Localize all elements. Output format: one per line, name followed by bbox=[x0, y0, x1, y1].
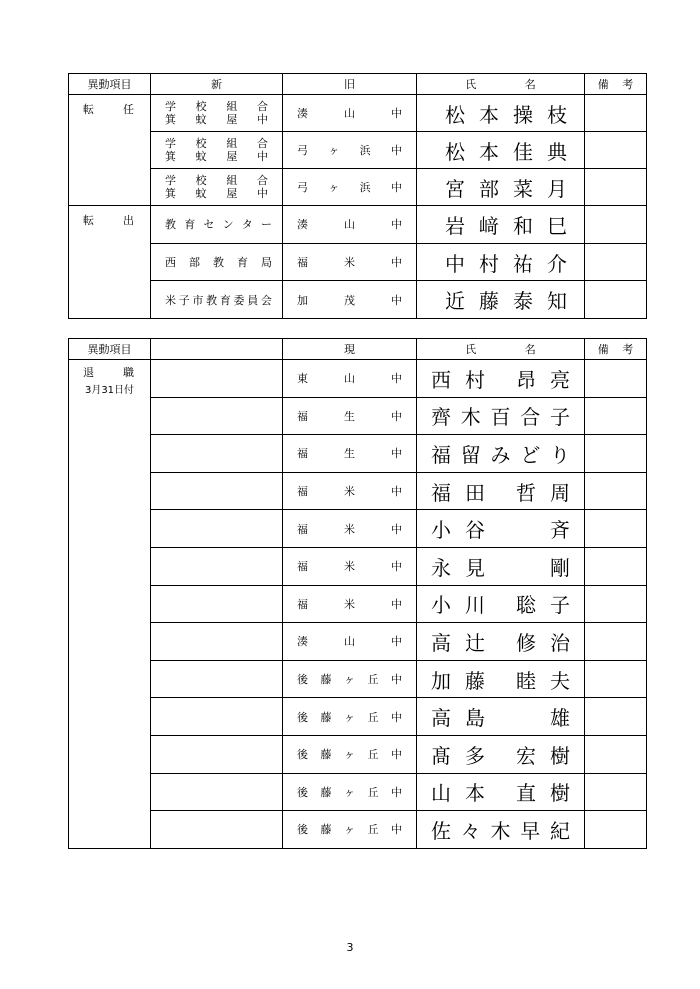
new-post-cell: 学 校 組 合 箕 蚊 屋 中 bbox=[151, 132, 283, 169]
table-row bbox=[69, 132, 647, 169]
remarks-cell bbox=[585, 623, 647, 661]
old-post-cell: 加 茂 中 bbox=[283, 281, 417, 319]
remarks-cell bbox=[585, 811, 647, 849]
column-header: 備 考 bbox=[585, 74, 647, 95]
blank-cell bbox=[151, 360, 283, 398]
blank-cell bbox=[151, 510, 283, 548]
name-cell: 佐 々 木 早 紀 bbox=[417, 811, 585, 849]
transfer-table bbox=[68, 73, 647, 319]
header-row bbox=[69, 339, 647, 360]
table-row bbox=[69, 773, 647, 811]
name-cell: 小 谷 斉 bbox=[417, 510, 585, 548]
remarks-cell bbox=[585, 95, 647, 132]
remarks-cell bbox=[585, 585, 647, 623]
category-cell: 転 任 bbox=[69, 95, 151, 206]
current-post-cell: 福 米 中 bbox=[283, 585, 417, 623]
blank-cell bbox=[151, 735, 283, 773]
remarks-cell bbox=[585, 510, 647, 548]
new-post-cell: 米 子 市 教 育 委 員 会 bbox=[151, 281, 283, 319]
new-post-cell: 西 部 教 育 局 bbox=[151, 243, 283, 281]
category-cell: 転 出 bbox=[69, 206, 151, 319]
table-row bbox=[69, 623, 647, 661]
current-post-cell: 後 藤 ヶ 丘 中 bbox=[283, 735, 417, 773]
retirement-table bbox=[68, 338, 647, 849]
table-row bbox=[69, 360, 647, 398]
remarks-cell bbox=[585, 698, 647, 736]
table-row bbox=[69, 206, 647, 244]
remarks-cell bbox=[585, 243, 647, 281]
remarks-cell bbox=[585, 397, 647, 435]
name-cell: 山 本 直 樹 bbox=[417, 773, 585, 811]
new-post-cell: 学 校 組 合 箕 蚊 屋 中 bbox=[151, 169, 283, 206]
name-cell: 高 島 雄 bbox=[417, 698, 585, 736]
current-post-cell: 福 生 中 bbox=[283, 397, 417, 435]
old-post-cell: 湊 山 中 bbox=[283, 206, 417, 244]
current-post-cell: 福 米 中 bbox=[283, 510, 417, 548]
name-cell: 福 田 哲 周 bbox=[417, 472, 585, 510]
name-cell: 髙 多 宏 樹 bbox=[417, 735, 585, 773]
current-post-cell: 後 藤 ヶ 丘 中 bbox=[283, 811, 417, 849]
table-row bbox=[69, 243, 647, 281]
remarks-cell bbox=[585, 472, 647, 510]
current-post-cell: 後 藤 ヶ 丘 中 bbox=[283, 698, 417, 736]
column-header: 備 考 bbox=[585, 339, 647, 360]
name-cell: 西 村 昂 亮 bbox=[417, 360, 585, 398]
column-header: 氏 名 bbox=[417, 74, 585, 95]
name-cell: 加 藤 睦 夫 bbox=[417, 660, 585, 698]
table-row bbox=[69, 281, 647, 319]
blank-cell bbox=[151, 472, 283, 510]
table-row bbox=[69, 811, 647, 849]
name-cell: 小 川 聡 子 bbox=[417, 585, 585, 623]
old-post-cell: 福 米 中 bbox=[283, 243, 417, 281]
header-row bbox=[69, 74, 647, 95]
category-cell: 退 職 3月31日付 bbox=[69, 360, 151, 849]
current-post-cell: 後 藤 ヶ 丘 中 bbox=[283, 660, 417, 698]
remarks-cell bbox=[585, 735, 647, 773]
remarks-cell bbox=[585, 206, 647, 244]
table-row bbox=[69, 472, 647, 510]
name-cell: 齊 木 百 合 子 bbox=[417, 397, 585, 435]
current-post-cell: 東 山 中 bbox=[283, 360, 417, 398]
remarks-cell bbox=[585, 660, 647, 698]
new-post-cell: 教 育 セ ン タ ー bbox=[151, 206, 283, 244]
old-post-cell: 湊 山 中 bbox=[283, 95, 417, 132]
blank-cell bbox=[151, 435, 283, 473]
remarks-cell bbox=[585, 169, 647, 206]
new-post-cell: 学 校 組 合 箕 蚊 屋 中 bbox=[151, 95, 283, 132]
table-row bbox=[69, 95, 647, 132]
column-header: 新 bbox=[151, 74, 283, 95]
table-row bbox=[69, 397, 647, 435]
blank-cell bbox=[151, 585, 283, 623]
blank-cell bbox=[151, 698, 283, 736]
table-row bbox=[69, 735, 647, 773]
old-post-cell: 弓 ヶ 浜 中 bbox=[283, 132, 417, 169]
current-post-cell: 後 藤 ヶ 丘 中 bbox=[283, 773, 417, 811]
name-cell: 中 村 祐 介 bbox=[417, 243, 585, 281]
name-cell: 永 見 剛 bbox=[417, 547, 585, 585]
name-cell: 岩 﨑 和 巳 bbox=[417, 206, 585, 244]
remarks-cell bbox=[585, 132, 647, 169]
page-number: 3 bbox=[346, 941, 354, 954]
current-post-cell: 福 米 中 bbox=[283, 472, 417, 510]
remarks-cell bbox=[585, 360, 647, 398]
table-row bbox=[69, 660, 647, 698]
name-cell: 松 本 操 枝 bbox=[417, 95, 585, 132]
table-row bbox=[69, 547, 647, 585]
remarks-cell bbox=[585, 435, 647, 473]
current-post-cell: 福 米 中 bbox=[283, 547, 417, 585]
table-row bbox=[69, 169, 647, 206]
column-header: 旧 bbox=[283, 74, 417, 95]
column-header: 現 bbox=[283, 339, 417, 360]
name-cell: 宮 部 菜 月 bbox=[417, 169, 585, 206]
table-row bbox=[69, 510, 647, 548]
blank-cell bbox=[151, 660, 283, 698]
name-cell: 近 藤 泰 知 bbox=[417, 281, 585, 319]
blank-cell bbox=[151, 811, 283, 849]
current-post-cell: 福 生 中 bbox=[283, 435, 417, 473]
current-post-cell: 湊 山 中 bbox=[283, 623, 417, 661]
remarks-cell bbox=[585, 773, 647, 811]
column-header: 氏 名 bbox=[417, 339, 585, 360]
table-row bbox=[69, 435, 647, 473]
name-cell: 松 本 佳 典 bbox=[417, 132, 585, 169]
remarks-cell bbox=[585, 281, 647, 319]
table-row bbox=[69, 585, 647, 623]
column-header: 異動項目 bbox=[69, 339, 151, 360]
blank-cell bbox=[151, 397, 283, 435]
blank-cell bbox=[151, 623, 283, 661]
old-post-cell: 弓 ヶ 浜 中 bbox=[283, 169, 417, 206]
blank-cell bbox=[151, 547, 283, 585]
name-cell: 福 留 み ど り bbox=[417, 435, 585, 473]
table-row bbox=[69, 698, 647, 736]
column-header bbox=[151, 339, 283, 360]
remarks-cell bbox=[585, 547, 647, 585]
name-cell: 高 辻 修 治 bbox=[417, 623, 585, 661]
blank-cell bbox=[151, 773, 283, 811]
column-header: 異動項目 bbox=[69, 74, 151, 95]
